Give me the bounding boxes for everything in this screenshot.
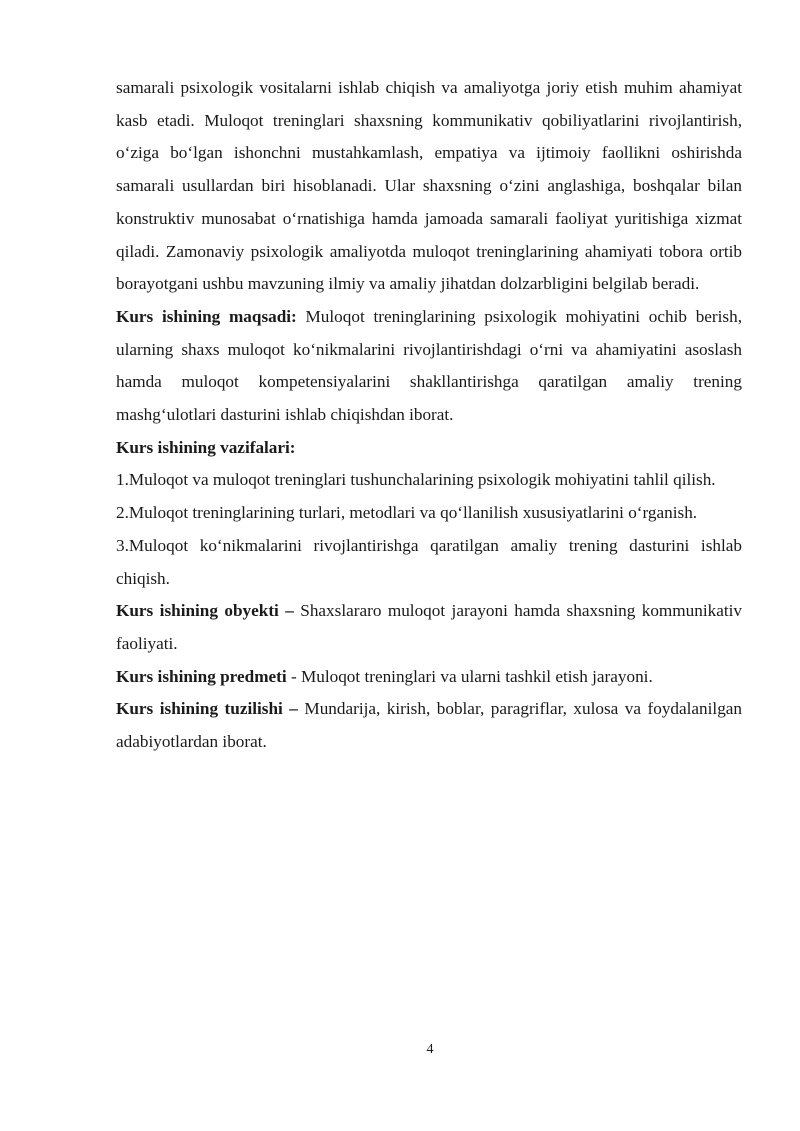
page-number: 4 [426, 1042, 434, 1057]
subject-text: - Muloqot treninglari va ularni tashkil etish jarayoni. [286, 666, 653, 686]
task-item-3: 3.Muloqot ko‘nikmalarini rivojlantirishga qaratilgan amaliy trening dasturini ishlab chiqish. [116, 535, 742, 588]
structure-paragraph [116, 693, 742, 758]
task-item-2: 2.Muloqot treninglarining turlari, metodlari va qo‘llanilish xususiyatlarini o‘rganish. [116, 503, 698, 523]
goal-text: Muloqot treninglarining psixologik mohiyatini ochib berish, ularning shaxs muloqot ko‘nikmalarini rivojlantirishdagi o‘rni va ahamiyatini asoslash hamda muloqot kompetensiyalarini shakllantirishga qaratilgan amaliy trening mashg‘ulotlari dasturini ishlab chiqishdan iborat. [116, 306, 743, 425]
document-page [116, 72, 742, 759]
object-label: Kurs ishining obyekti – [116, 601, 294, 621]
tasks-heading: Kurs ishining vazifalari: [116, 437, 296, 457]
object-text: Shaxslararo muloqot jarayoni hamda shaxsning kommunikativ faoliyati. [116, 601, 742, 653]
task-item-1: 1.Muloqot va muloqot treninglari tushunchalarining psixologik mohiyatini tahlil qilish. [116, 470, 716, 490]
intro-paragraph: samarali psixologik vositalarni ishlab chiqish va amaliyotga joriy etish muhim ahamiyat kasb etadi. Muloqot treninglari shaxsning kommunikativ qobiliyatlarini rivojlantirish, o‘ziga bo‘lgan ishonchni mustahkamlash, empatiya va ijtimoiy faollikni oshirishda samarali usullardan biri hisoblanadi. Ular shaxsning o‘zini anglashiga, boshqalar bilan konstruktiv munosabat o‘rnatishiga hamda jamoada samarali faoliyat yuritishiga xizmat qiladi. Zamonaviy psixologik amaliyotda muloqot treninglarining ahamiyati tobora ortib borayotgani ushbu mavzuning ilmiy va amaliy jihatdan dolzarbligini belgilab beradi. [116, 78, 742, 294]
object-paragraph [116, 595, 742, 660]
subject-label: Kurs ishining predmeti [116, 666, 287, 686]
structure-label: Kurs ishining tuzilishi – [116, 699, 298, 719]
goal-label: Kurs ishining maqsadi: [116, 306, 297, 326]
subject-paragraph [116, 661, 742, 694]
structure-text: Mundarija, kirish, boblar, paragriflar, xulosa va foydalanilgan adabiyotlardan iborat. [116, 699, 743, 752]
goal-paragraph [116, 301, 742, 432]
